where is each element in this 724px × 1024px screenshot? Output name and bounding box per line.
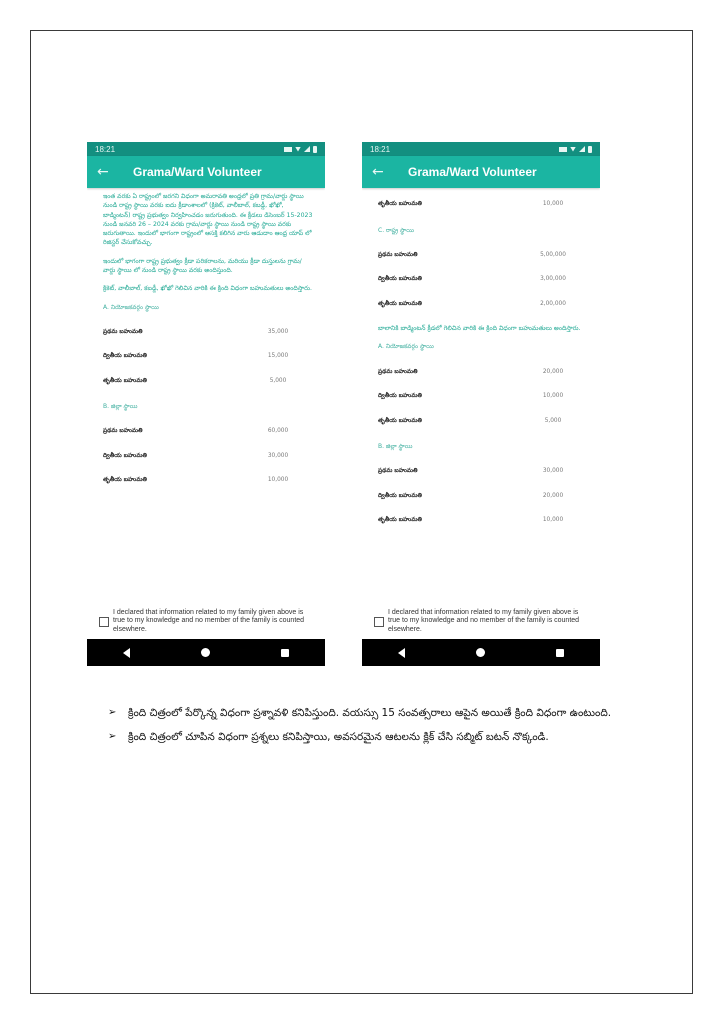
prize-label: ద్వితీయ బహుమతి [378, 492, 422, 499]
prize-row [378, 192, 588, 217]
phone-screenshot-left [87, 142, 325, 666]
signal-icon [304, 146, 310, 152]
status-bar [362, 142, 600, 156]
prize-row [378, 483, 588, 508]
prize-label: తృతీయ బహుమతి [103, 477, 147, 484]
nav-recents-icon[interactable] [556, 649, 564, 657]
wifi-icon [570, 147, 576, 152]
prize-value: 20,000 [542, 368, 564, 375]
section-label: A. నియోజకవర్గం స్థాయి [378, 343, 434, 351]
prize-label: ద్వితీయ బహుమతి [103, 353, 147, 360]
instruction-item [108, 703, 648, 723]
prize-value: 60,000 [267, 428, 289, 435]
declaration-checkbox[interactable] [99, 617, 109, 627]
prize-label: తృతీయ బహుమతి [378, 417, 422, 424]
prize-row [378, 359, 588, 384]
prize-label: ప్రథమ బహుమతి [378, 251, 418, 258]
prize-row [103, 419, 313, 444]
wifi-icon [295, 147, 301, 152]
message-icon [559, 147, 567, 152]
arrow-left-icon[interactable]: ← [97, 164, 109, 180]
arrow-bullet-icon: ➢ [108, 731, 117, 742]
nav-back-icon[interactable] [123, 648, 130, 658]
prize-row [378, 292, 588, 317]
instruction-text: క్రింది చిత్రంలో చూపిన విధంగా ప్రశ్నలు కనిపిస్తాయి, అవసరమైన ఆటలను క్లిక్ చేసి సబ్మిట్ బటన్ నొక్కండి. [128, 731, 549, 743]
prize-value: 2,00,000 [540, 300, 566, 307]
prize-value: 10,000 [542, 517, 564, 524]
status-time: 18:21 [95, 144, 116, 154]
phone-screenshot-right [362, 142, 600, 666]
status-bar [87, 142, 325, 156]
section-label: C. రాష్ట్ర స్థాయి [378, 226, 414, 234]
prize-label: తృతీయ బహుమతి [378, 201, 422, 208]
prize-row [378, 384, 588, 409]
prize-label: తృతీయ బహుమతి [378, 517, 422, 524]
nav-home-icon[interactable] [476, 648, 485, 657]
declaration [87, 609, 325, 634]
prize-label: ప్రథమ బహుమతి [378, 368, 418, 375]
arrow-bullet-icon: ➢ [108, 707, 117, 718]
prize-row [103, 444, 313, 469]
prize-row [378, 267, 588, 292]
prize-row [378, 459, 588, 484]
info-paragraph: బాలానికి బాడ్మింటన్ క్రీడలో గెలిచిన వారికి ఈ క్రింది విధంగా బహుమతులు అందిస్తారు. [378, 325, 581, 332]
instruction-text: క్రింది చిత్రంలో పేర్కొన్న విధంగా ప్రశ్నావళి కనిపిస్తుంది. వయస్సు 15 సంవత్సరాలు ఆపైన అయితే క్రింది విధంగా ఉంటుంది. [128, 707, 612, 719]
prize-label: ప్రథమ బహుమతి [103, 428, 143, 435]
prize-value: 30,000 [267, 452, 289, 459]
prize-row [103, 344, 313, 369]
status-time: 18:21 [370, 144, 391, 154]
app-title: Grama/Ward Volunteer [408, 165, 537, 179]
prize-value: 5,000 [544, 417, 562, 424]
declaration-checkbox[interactable] [374, 617, 384, 627]
section-label: B. జిల్లా స్థాయి [378, 442, 413, 450]
prize-label: తృతీయ బహుమతి [378, 300, 422, 307]
prize-value: 35,000 [267, 328, 289, 335]
prize-row [103, 320, 313, 345]
nav-recents-icon[interactable] [281, 649, 289, 657]
prize-value: 30,000 [542, 468, 564, 475]
prize-value: 20,000 [542, 492, 564, 499]
declaration [362, 609, 600, 634]
prize-value: 10,000 [542, 201, 564, 208]
prize-label: ద్వితీయ బహుమతి [378, 393, 422, 400]
info-paragraph: ఇందులో భాగంగా రాష్ట్ర ప్రభుత్వం క్రీడా పరికరాలను, మరియు క్రీడా దుస్తులను గ్రామ/వార్డు స్థాయి లో నుండి రాష్ట్ర స్థాయి వరకు అందిస్తుంది. [103, 257, 302, 275]
prize-value: 10,000 [542, 393, 564, 400]
battery-icon [588, 146, 592, 153]
message-icon [284, 147, 292, 152]
declaration-text: I declared that information related to my family given above is true to my knowledge and no member of the family is counted elsewhere. [113, 609, 305, 633]
prize-label: తృతీయ బహుమతి [103, 377, 147, 384]
prize-value: 15,000 [267, 353, 289, 360]
info-paragraph: ఇంత వరకు ఏ రాష్ట్రంలో జరగని విధంగా అమరావతి అంధ్రలో ప్రతి గ్రామ/వార్డు స్థాయి నుండి రాష్ట్ర స్థాయి వరకు ఐదు క్రీడాంశాలలో (క్రికెట్, వాలీబాల్, కబడ్డీ, ఖోఖో, బాడ్మింటన్) రాష్ట్ర ప్రభుత్వం నిర్వహించడం జరుగుతుంది. ఈ క్రీడలు డిసెంబర్ 15-2023 నుండి జనవరి 26 – 2024 వరకు గ్రామ/వార్డు స్థాయి నుండి రాష్ట్ర స్థాయి వరకు జరుగుతాయి. ఇందులో భాగంగా రాష్ట్రంలో ఆసక్తి కలిగిన వారు ఆడుదాం ఆంధ్ర యాప్ లో రిజిస్టర్ చేసుకోవచ్చు. [103, 193, 313, 247]
prize-label: ప్రథమ బహుమతి [103, 328, 143, 335]
prize-value: 10,000 [267, 477, 289, 484]
prize-label: ప్రథమ బహుమతి [378, 468, 418, 475]
prize-row [378, 243, 588, 268]
signal-icon [579, 146, 585, 152]
app-bar [87, 156, 325, 188]
prize-value: 5,00,000 [540, 251, 566, 258]
prize-row [103, 369, 313, 394]
section-label: B. జిల్లా స్థాయి [103, 403, 138, 411]
battery-icon [313, 146, 317, 153]
declaration-text: I declared that information related to my family given above is true to my knowledge and no member of the family is counted elsewhere. [388, 609, 580, 633]
instruction-item [108, 727, 648, 747]
prize-row [378, 408, 588, 433]
android-nav-bar [362, 639, 600, 666]
info-paragraph: క్రికెట్, వాలీబాల్, కబడ్డీ, ఖోఖో గెలిచిన వారికి ఈ క్రింది విధంగా బహుమతులు అందిస్తారు. [103, 285, 312, 293]
nav-home-icon[interactable] [201, 648, 210, 657]
prize-label: ద్వితీయ బహుమతి [103, 452, 147, 459]
prize-label: ద్వితీయ బహుమతి [378, 276, 422, 283]
prize-row [378, 508, 588, 533]
android-nav-bar [87, 639, 325, 666]
prize-value: 5,000 [269, 377, 287, 384]
arrow-left-icon[interactable]: ← [372, 164, 384, 180]
section-label: A. నియోజకవర్గం స్థాయి [103, 303, 159, 311]
form-content[interactable] [87, 188, 325, 607]
app-title: Grama/Ward Volunteer [133, 165, 262, 179]
form-content[interactable] [362, 188, 600, 607]
prize-row [103, 468, 313, 493]
prize-value: 3,00,000 [540, 276, 566, 283]
app-bar [362, 156, 600, 188]
nav-back-icon[interactable] [398, 648, 405, 658]
instruction-list [108, 703, 648, 751]
